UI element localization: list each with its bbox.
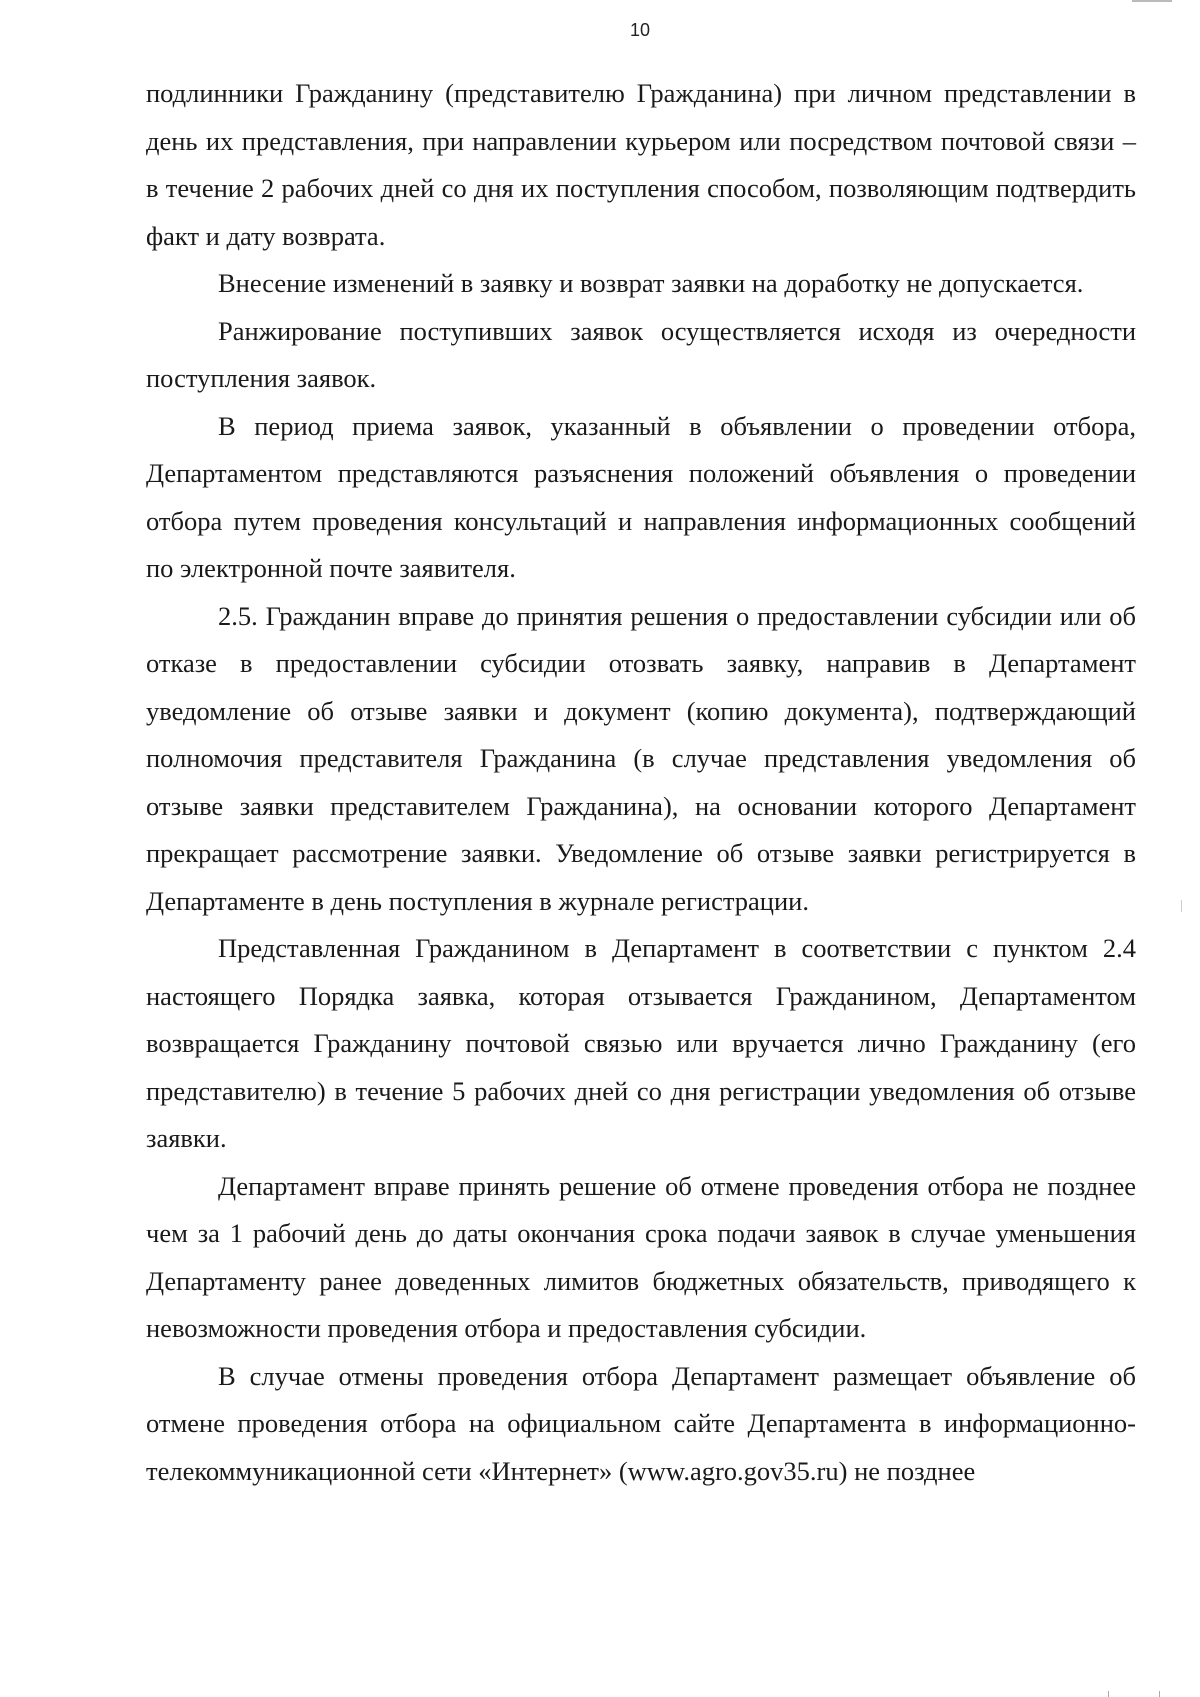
paragraph-2: Внесение изменений в заявку и возврат заявки на доработку не допускается. [218, 268, 1084, 298]
scan-artifact-bottom [1108, 1691, 1160, 1697]
paragraph-6: Представленная Гражданином в Департамент в соответствии с пунктом 2.4 настоящего Порядка заявка, которая отзывается Гражданином, Департаментом возвращается Гражданину почтовой связью или вручается лично Гражданину (его представителю) в течение 5 рабочих дней со дня регистрации уведомления об отзыве заявки. [146, 933, 1136, 1153]
paragraph-8: В случае отмены проведения отбора Департамент размещает объявление об отмене проведения отбора на официальном сайте Департамента в информационно-телекоммуникационной сети «Интернет» (www.agro.gov35.ru) не позднее [146, 1360, 1136, 1486]
scan-artifact-side [1181, 900, 1182, 912]
page-number: 10 [629, 20, 651, 40]
document-body [146, 70, 1136, 1495]
paragraph-1: подлинники Гражданину (представителю Гражданина) при личном представлении в день их представления, при направлении курьером или посредством почтовой связи – в течение 2 рабочих дней со дня их поступления способом, позволяющим подтвердить факт и дату возврата. [146, 78, 1136, 251]
paragraph-7: Департамент вправе принять решение об отмене проведения отбора не позднее чем за 1 рабочий день до даты окончания срока подачи заявок в случае уменьшения Департаменту ранее доведенных лимитов бюджетных обязательств, приводящего к невозможности проведения отбора и предоставления субсидии. [146, 1170, 1136, 1343]
paragraph-3: Ранжирование поступивших заявок осуществляется исходя из очередности поступления заявок. [146, 315, 1136, 393]
scan-artifact-top [1132, 0, 1172, 2]
paragraph-5: 2.5. Гражданин вправе до принятия решения о предоставлении субсидии или об отказе в предоставлении субсидии отозвать заявку, направив в Департамент уведомление об отзыве заявки и документ (копию документа), подтверждающий полномочия представителя Гражданина (в случае представления уведомления об отзыве заявки представителем Гражданина), на основании которого Департамент прекращает рассмотрение заявки. Уведомление об отзыве заявки регистрируется в Департаменте в день поступления в журнале регистрации. [146, 600, 1136, 916]
paragraph-4: В период приема заявок, указанный в объявлении о проведении отбора, Департаментом представляются разъяснения положений объявления о проведении отбора путем проведения консультаций и направления информационных сообщений по электронной почте заявителя. [146, 410, 1136, 583]
